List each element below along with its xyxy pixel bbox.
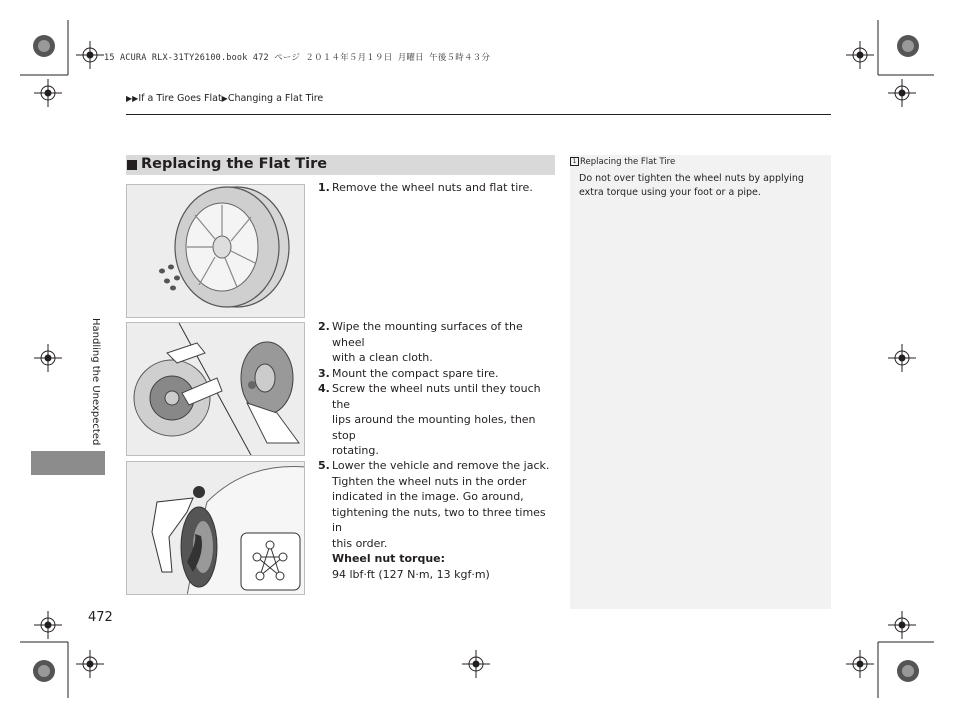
header-rule bbox=[126, 114, 831, 115]
note-box bbox=[570, 155, 831, 609]
step-number: 2. bbox=[318, 320, 330, 333]
illustration-tighten bbox=[126, 461, 305, 595]
step-text: indicated in the image. Go around, bbox=[332, 490, 524, 503]
step-text: tightening the nuts, two to three times in bbox=[332, 505, 546, 534]
breadcrumb-arrow-icon: ▶▶ bbox=[126, 94, 139, 103]
section-heading bbox=[126, 155, 555, 175]
torque-value: 94 lbf·ft (127 N·m, 13 kgf·m) bbox=[332, 567, 490, 581]
note-body: Do not over tighten the wheel nuts by applying extra torque using your foot or a pipe. bbox=[579, 173, 804, 198]
step-5 bbox=[318, 458, 554, 582]
section-title: Replacing the Flat Tire bbox=[141, 156, 328, 172]
tire-illustration bbox=[127, 185, 305, 318]
page-number: 472 bbox=[88, 610, 113, 625]
step-text: lips around the mounting holes, then stop bbox=[332, 413, 536, 442]
step-number: 5. bbox=[318, 459, 330, 472]
step-text: Mount the compact spare tire. bbox=[332, 366, 499, 380]
print-header: 15 ACURA RLX-31TY26100.book 472 ページ ２０１４年５月１９日 月曜日 午後５時４３分 bbox=[104, 53, 491, 63]
step-text: Lower the vehicle and remove the jack. bbox=[332, 459, 550, 472]
breadcrumb bbox=[126, 93, 323, 104]
tighten-illustration bbox=[127, 462, 305, 595]
step-text: Tighten the wheel nuts in the order bbox=[332, 474, 527, 488]
note-marker-icon: 1 bbox=[570, 157, 579, 166]
illustration-wipe-mount bbox=[126, 322, 305, 456]
square-bullet-icon bbox=[127, 160, 137, 170]
step-text: Wipe the mounting surfaces of the wheel bbox=[332, 320, 523, 349]
breadcrumb-item-changing[interactable]: Changing a Flat Tire bbox=[227, 93, 324, 104]
chapter-side-label: Handling the Unexpected bbox=[90, 318, 101, 446]
step-number: 1. bbox=[318, 181, 330, 194]
step-number: 4. bbox=[318, 382, 330, 395]
step-number: 3. bbox=[318, 366, 330, 380]
step-text: with a clean cloth. bbox=[332, 351, 433, 364]
note-title-text[interactable]: Replacing the Flat Tire bbox=[580, 157, 676, 167]
step-text: this order. bbox=[332, 536, 388, 550]
step-1 bbox=[318, 180, 554, 196]
wipe-illustration bbox=[127, 323, 305, 456]
step-text: Remove the wheel nuts and flat tire. bbox=[332, 181, 533, 194]
note-title bbox=[570, 157, 675, 167]
illustration-remove-tire bbox=[126, 184, 305, 318]
breadcrumb-arrow-icon: ▶ bbox=[221, 94, 228, 103]
step-text: rotating. bbox=[332, 444, 379, 457]
step-text: Screw the wheel nuts until they touch the bbox=[332, 382, 541, 411]
steps-2-4 bbox=[318, 319, 554, 459]
breadcrumb-item-flat-tire[interactable]: If a Tire Goes Flat bbox=[138, 93, 222, 104]
chapter-tab bbox=[31, 451, 105, 475]
torque-label: Wheel nut torque: bbox=[332, 552, 446, 565]
